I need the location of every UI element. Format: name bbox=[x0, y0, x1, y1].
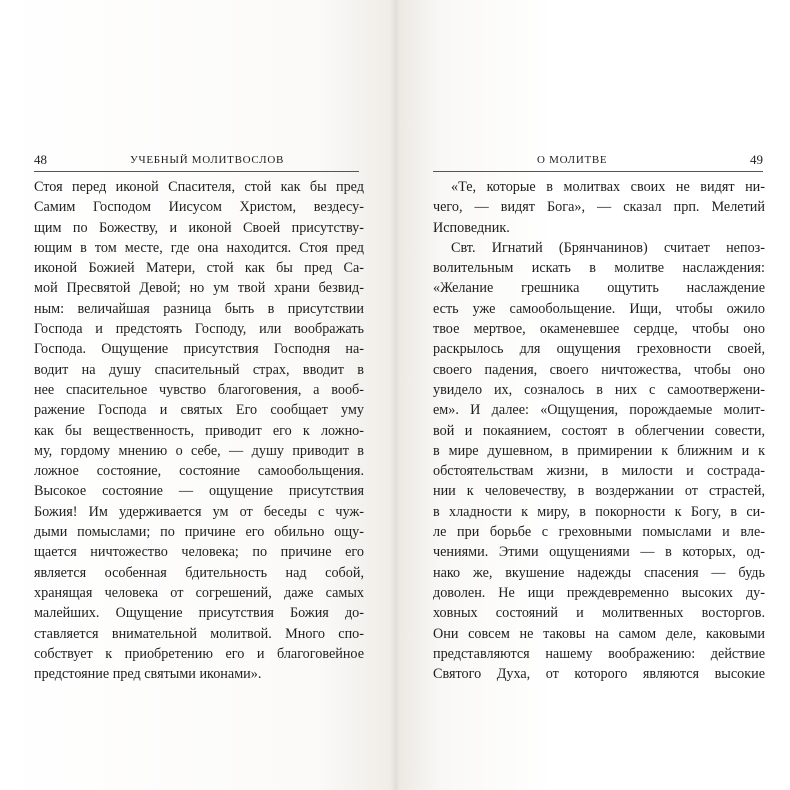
right-header-rule bbox=[433, 171, 763, 172]
left-header-rule bbox=[34, 171, 359, 172]
text-line: щим по Божеству, и иконой Своей присутству- bbox=[34, 219, 364, 236]
text-line: вой и покаянием, состоят в облегчении совести, bbox=[433, 422, 765, 439]
text-line: твое мертвое, окаменевшее сердце, чтобы оно bbox=[433, 321, 765, 338]
text-line: чего, — видят Бога», — сказал прп. Мелетий bbox=[433, 199, 765, 216]
text-line: в мире душевном, в примирении к ближним и к bbox=[433, 442, 765, 459]
text-line: Исповедник. bbox=[433, 219, 510, 236]
text-line: ем». И далее: «Ощущения, порождаемые молит- bbox=[433, 402, 765, 419]
left-page-text bbox=[34, 177, 364, 684]
book-spine bbox=[390, 0, 400, 790]
left-running-head bbox=[34, 150, 358, 170]
text-line: Самим Господом Иисусом Христом, вездесу- bbox=[34, 199, 364, 216]
text-line: мой Пресвятой Девой; но ум твой храни безвид- bbox=[34, 280, 364, 297]
text-line: в хладности к миру, в покорности к Богу, в си- bbox=[433, 503, 765, 520]
text-line: Святого Духа, от которого являются высокие bbox=[433, 666, 765, 683]
text-line: своего падения, своего ничтожества, чтобы оно bbox=[433, 361, 765, 378]
text-line: собствует к приобретению его и благоговейное bbox=[34, 645, 364, 662]
text-line: ховных состояний и молитвенных восторгов. bbox=[433, 605, 765, 622]
text-line: щается ничтожество человека; по причине его bbox=[34, 544, 364, 561]
text-line: ле при борьбе с греховными помыслами и вле- bbox=[433, 524, 765, 541]
text-line: представляются нашему воображению: действие bbox=[433, 645, 765, 662]
text-line: хранящая человека от согрешений, даже самых bbox=[34, 584, 364, 601]
text-line: как бы вещественность, приводит его к ложно- bbox=[34, 422, 364, 439]
text-line: дыми помыслами; по причине его обильно ощу- bbox=[34, 524, 364, 541]
text-line: является особенная бдительность над собой, bbox=[34, 564, 364, 581]
text-line: обстоятельствам жизни, в милости и сострада- bbox=[433, 463, 765, 480]
text-line: ражение Господа и святых Его сообщает уму bbox=[34, 402, 364, 419]
text-line: малейших. Ощущение присутствия Божия до- bbox=[34, 605, 364, 622]
right-running-title: О МОЛИТВЕ bbox=[537, 154, 608, 166]
text-line: нако же, вкушение надежды спасения — будь bbox=[433, 564, 765, 581]
text-line: волительным искать в молитве наслаждения: bbox=[433, 260, 765, 277]
text-line: Стоя перед иконой Спасителя, стой как бы пред bbox=[34, 179, 364, 195]
text-line: ставляется внимательной молитвой. Много спо- bbox=[34, 625, 364, 642]
text-line: Господа. Ощущение присутствия Господня на- bbox=[34, 341, 364, 358]
text-line: водит на душу спасительный страх, вводит в bbox=[34, 361, 364, 378]
left-running-title: УЧЕБНЫЙ МОЛИТВОСЛОВ bbox=[130, 154, 285, 166]
text-line: доволен. Не ищи преждевременно высоких ду- bbox=[433, 584, 765, 601]
text-line: «Те, которые в молитвах своих не видят ни- bbox=[451, 179, 765, 195]
text-line: раскрылось для ощущения греховности своей, bbox=[433, 341, 765, 358]
text-line: увидело их, созналось в них с самоотвержени- bbox=[433, 381, 765, 398]
text-line: нии к человечеству, в воздержании от страстей, bbox=[433, 483, 765, 500]
text-line: иконой Божией Матери, стой как бы пред Са- bbox=[34, 260, 364, 277]
text-line: Божия! Им удерживается ум от беседы с чуж- bbox=[34, 503, 364, 520]
text-line: ющим в том месте, где она находится. Стоя пред bbox=[34, 239, 364, 256]
text-line: Господа и предстоять Господу, или воображать bbox=[34, 321, 364, 338]
right-running-head bbox=[433, 150, 763, 170]
text-line: есть уже самообольщение. Ищи, чтобы ожило bbox=[433, 300, 765, 317]
text-line: нее спасительное чувство благоговения, а вооб- bbox=[34, 381, 364, 398]
text-line: предстояние пред святыми иконами». bbox=[34, 666, 262, 683]
text-line: Они совсем не таковы на самом деле, каковыми bbox=[433, 625, 765, 642]
text-line: ным: величайшая разница быть в присутствии bbox=[34, 300, 364, 317]
right-page-number: 49 bbox=[750, 152, 763, 167]
text-line: ложное состояние, состояние самообольщения. bbox=[34, 463, 364, 480]
left-page-number: 48 bbox=[34, 152, 47, 167]
text-line: Свт. Игнатий (Брянчанинов) считает непоз- bbox=[451, 239, 765, 256]
text-line: чениями. Этими ощущениями — в которых, од- bbox=[433, 544, 765, 561]
right-page-text bbox=[433, 177, 765, 684]
text-line: му, гордому мнению о себе, — душу приводит в bbox=[34, 442, 364, 459]
text-line: Высокое состояние — ощущение присутствия bbox=[34, 483, 364, 500]
text-line: «Желание грешника ощутить наслаждение bbox=[433, 280, 765, 297]
